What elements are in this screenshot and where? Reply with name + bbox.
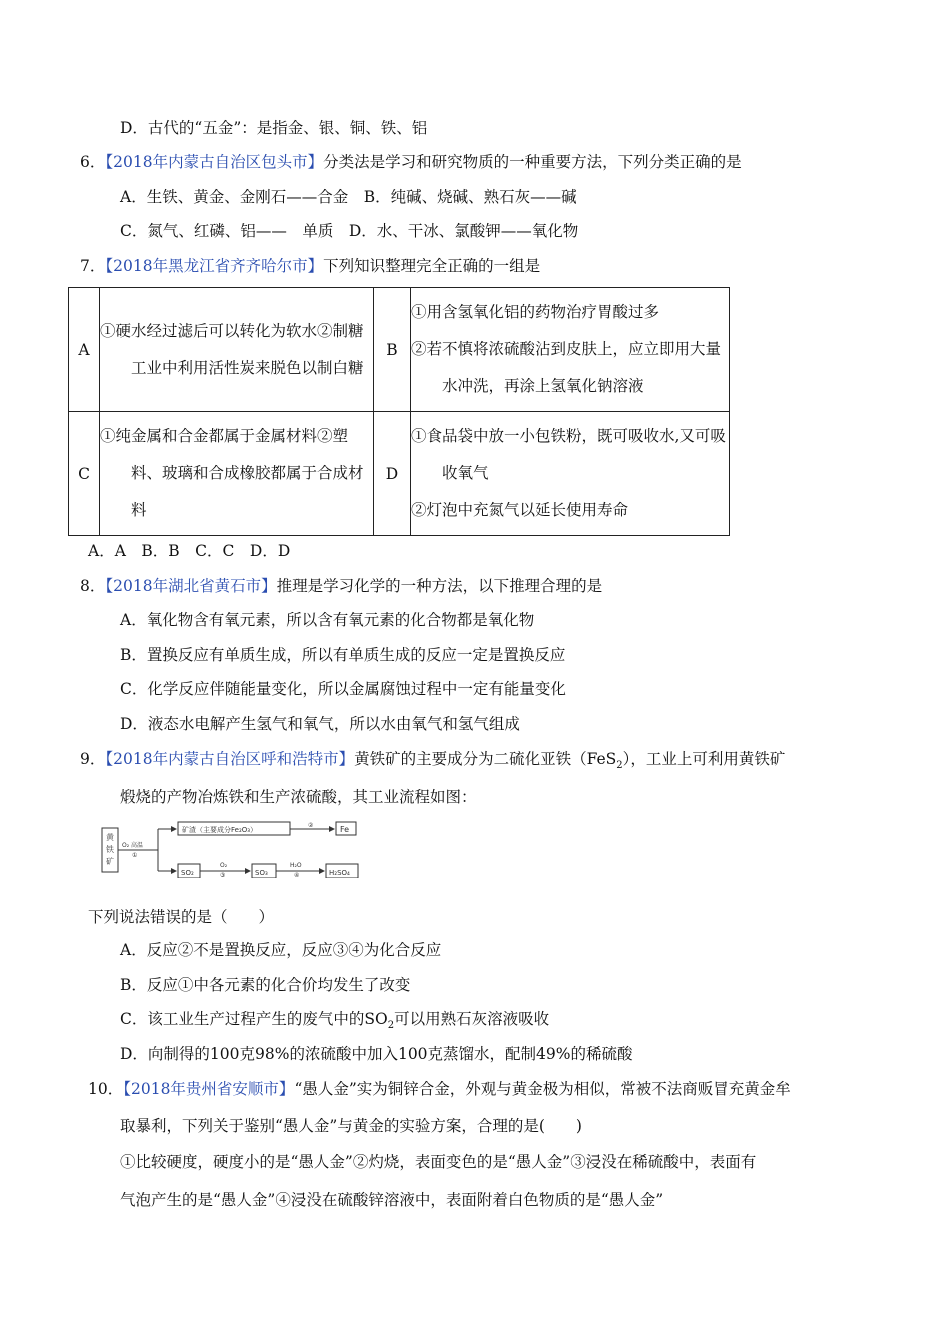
- q8-option-b: B．置换反应有单质生成，所以有单质生成的反应一定是置换反应: [120, 646, 566, 664]
- fe-label: Fe: [340, 825, 350, 834]
- q8-stem: 推理是学习化学的一种方法，以下推理合理的是: [276, 577, 603, 595]
- q9-option-a: A．反应②不是置换反应，反应③④为化合反应: [120, 941, 442, 959]
- q5-option-d: D．古代的“五金”：是指金、银、铜、铁、铝: [120, 119, 428, 137]
- svg-text:铁: 铁: [106, 845, 114, 854]
- q7-label-d: D: [374, 412, 411, 536]
- q7-label-a: A: [69, 288, 100, 412]
- q7-cell-d: ①食品袋中放一小包铁粉，既可吸收水,又可吸收氧气 ②灯泡中充氮气以延长使用寿命: [411, 412, 730, 536]
- slag-label: 矿渣（主要成分Fe₂O₃）: [182, 826, 258, 834]
- q9-source: 【2018年内蒙古自治区呼和浩特市】: [105, 750, 355, 768]
- q9-option-c: C．该工业生产过程产生的废气中的$SO_2$可以用熟石灰溶液吸收: [120, 1010, 550, 1032]
- question-7: [80, 254, 540, 276]
- q7-cell-b: ①用含氢氧化铝的药物治疗胃酸过多 ②若不慎将浓硫酸沾到皮肤上，应立即用大量水冲洗，再涂上氢氧化钠溶液: [411, 288, 730, 412]
- question-10: [88, 1077, 791, 1099]
- svg-text:①: ①: [132, 852, 138, 859]
- q10-stem-line2: 取暴利，下列关于鉴别“愚人金”与黄金的实验方案，合理的是( ): [120, 1117, 582, 1135]
- q9-stem-b: ），工业上可利用黄铁矿: [622, 750, 786, 768]
- q8-source: 【2018年湖北省黄石市】: [105, 577, 277, 595]
- q7-label-c: C: [69, 412, 100, 536]
- q10-line3: ①比较硬度，硬度小的是“愚人金”②灼烧，表面变色的是“愚人金”③浸没在稀硫酸中，表面有: [120, 1153, 757, 1171]
- svg-text:③: ③: [220, 872, 226, 878]
- q10-source: 【2018年贵州省安顺市】: [123, 1080, 295, 1098]
- q7-cell-a: ①硬水经过滤后可以转化为软水②制糖工业中利用活性炭来脱色以制白糖: [100, 288, 374, 412]
- so2-label: SO₂: [181, 869, 194, 877]
- svg-text:矿: 矿: [106, 857, 114, 866]
- q8-option-c: C．化学反应伴随能量变化，所以金属腐蚀过程中一定有能量变化: [120, 680, 566, 698]
- q10-number: 10．: [88, 1080, 124, 1098]
- q9-stem-line2: 煅烧的产物冶炼铁和生产浓硫酸，其工业流程如图：: [120, 788, 477, 806]
- q9-question: 下列说法错误的是（ ）: [88, 908, 275, 926]
- q7-stem: 下列知识整理完全正确的一组是: [323, 257, 541, 275]
- q9-number: 9．: [80, 750, 106, 768]
- h2so4-label: H₂SO₄: [329, 869, 350, 877]
- q9-option-d: D．向制得的100克98%的浓硫酸中加入100克蒸馏水，配制49%的稀硫酸: [120, 1045, 633, 1063]
- so3-label: SO₃: [255, 869, 268, 877]
- q9-process-flow-diagram: [100, 820, 360, 878]
- svg-text:②: ②: [308, 822, 314, 829]
- question-6: [80, 150, 742, 172]
- q6-options-cd: C．氮气、红磷、铝—— 单质 D．水、干冰、氯酸钾——氧化物: [120, 222, 579, 240]
- step1-label: O₂ 高温: [122, 842, 144, 849]
- q6-number: 6．: [80, 153, 106, 171]
- svg-text:O₂: O₂: [220, 862, 228, 869]
- q6-source: 【2018年内蒙古自治区包头市】: [105, 153, 324, 171]
- q6-stem: 分类法是学习和研究物质的一种重要方法，下列分类正确的是: [323, 153, 742, 171]
- question-9: 9．【2018年内蒙古自治区呼和浩特市】黄铁矿的主要成分为二硫化亚铁（FeS$_2$），工业上可利用黄铁矿: [80, 750, 786, 772]
- q9-option-b: B．反应①中各元素的化合价均发生了改变: [120, 976, 411, 994]
- q10-stem: “愚人金”实为铜锌合金，外观与黄金极为相似，常被不法商贩冒充黄金牟: [294, 1080, 791, 1098]
- q6-options-ab: A．生铁、黄金、金刚石——合金 B．纯碱、烧碱、熟石灰——碱: [120, 188, 577, 206]
- q7-label-b: B: [374, 288, 411, 412]
- q8-number: 8．: [80, 577, 106, 595]
- q9-stem-a: 黄铁矿的主要成分为二硫化亚铁（FeS: [354, 750, 617, 768]
- q7-knowledge-table: [68, 287, 730, 536]
- svg-text:④: ④: [294, 872, 300, 878]
- q7-options: A．A B．B C．C D．D: [88, 542, 291, 560]
- q8-option-d: D．液态水电解产生氢气和氧气，所以水由氧气和氢气组成: [120, 715, 520, 733]
- ore-label: 黄: [106, 833, 114, 842]
- q10-line4: 气泡产生的是“愚人金”④浸没在硫酸锌溶液中，表面附着白色物质的是“愚人金”: [120, 1191, 664, 1209]
- q7-cell-c: ①纯金属和合金都属于金属材料②塑料、玻璃和合成橡胶都属于合成材料: [100, 412, 374, 536]
- question-8: [80, 574, 602, 596]
- q7-source: 【2018年黑龙江省齐齐哈尔市】: [105, 257, 324, 275]
- svg-text:H₂O: H₂O: [290, 862, 302, 869]
- q8-option-a: A．氧化物含有氧元素，所以含有氧元素的化合物都是氧化物: [120, 611, 535, 629]
- q7-number: 7．: [80, 257, 106, 275]
